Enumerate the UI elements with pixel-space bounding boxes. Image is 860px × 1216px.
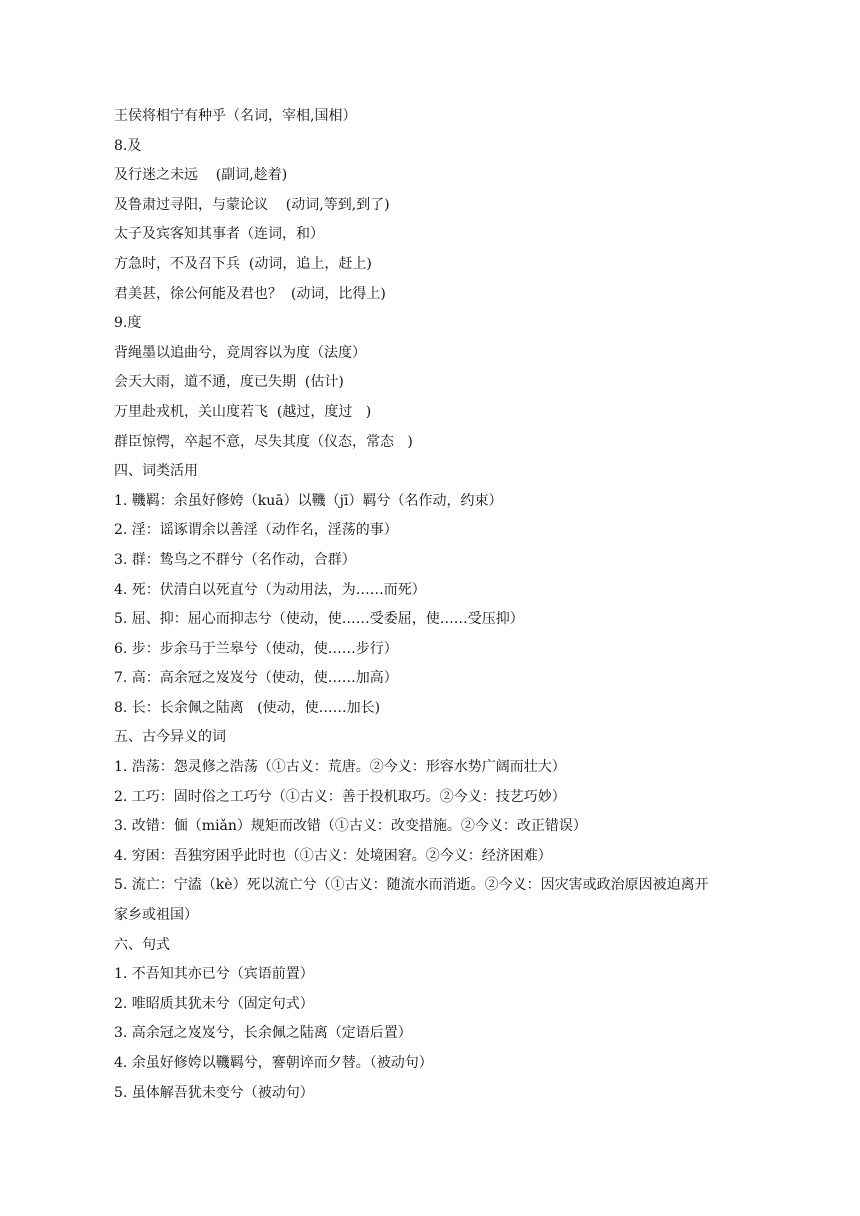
section-heading: 四、词类活用: [114, 463, 198, 480]
text-line: 太子及宾客知其事者（连词，和）: [114, 226, 324, 243]
section-heading: 五、古今异义的词: [114, 729, 226, 746]
text-line: 6. 步：步余马于兰皋兮（使动，使……步行）: [114, 640, 398, 657]
text-line: 7. 高：高余冠之岌岌兮（使动，使……加高）: [114, 670, 398, 687]
text-line-continuation: 家乡或祖国）: [114, 907, 198, 924]
text-line: 2. 工巧：固时俗之工巧兮（①古义：善于投机取巧。②今义：技艺巧妙）: [114, 788, 566, 805]
text-line: 8. 长：长余佩之陆离 (使动，使……加长): [114, 699, 381, 716]
text-line: 5. 屈、抑：屈心而抑志兮（使动，使……受委屈，使……受压抑）: [114, 611, 524, 628]
document-body: [114, 102, 770, 1108]
text-line: 君美甚，徐公何能及君也？ (动词，比得上): [114, 285, 386, 302]
text-line: 3. 改错：偭（miǎn）规矩而改错（①古义：改变措施。②今义：改正错误）: [114, 818, 587, 835]
text-line: 会天大雨，道不通，度已失期 (估计): [114, 374, 344, 391]
text-line: 3. 群：鸷鸟之不群兮（名作动，合群）: [114, 551, 356, 568]
text-line: 背绳墨以追曲兮，竞周容以为度（法度）: [114, 344, 366, 361]
text-line: 1. 鞿羁：余虽好修姱（kuā）以鞿（jī）羁兮（名作动，约束）: [114, 492, 503, 509]
section-heading: 8.及: [114, 137, 142, 154]
text-line: 1. 不吾知其亦已兮（宾语前置）: [114, 966, 314, 983]
text-line: 4. 余虽好修姱以鞿羁兮，謇朝谇而夕替。（被动句）: [114, 1055, 433, 1071]
text-line: 5. 虽体解吾犹未变兮（被动句）: [114, 1084, 314, 1101]
section-heading: 六、句式: [114, 936, 170, 953]
text-line: 2. 唯昭质其犹未兮（固定句式）: [114, 995, 314, 1012]
text-line: 4. 穷困：吾独穷困乎此时也（①古义：处境困窘。②今义：经济困难）: [114, 847, 552, 864]
text-line: 5. 流亡：宁溘（kè）死以流亡兮（①古义：随流水而消逝。②今义：因灾害或政治原因被迫离开: [114, 877, 709, 894]
text-line: 万里赴戎机，关山度若飞 (越过，度过 ): [114, 403, 372, 420]
text-line: 及行迷之未远 (副词,趁着): [114, 167, 288, 184]
text-line: 及鲁肃过寻阳，与蒙论议 (动词,等到,到了): [114, 196, 390, 213]
text-line: 4. 死：伏清白以死直兮（为动用法，为……而死）: [114, 581, 426, 598]
text-line: 方急时，不及召下兵 (动词，追上，赶上): [114, 255, 372, 272]
text-line: 王侯将相宁有种乎（名词，宰相,国相）: [114, 108, 357, 124]
text-line: 1. 浩荡：怨灵修之浩荡（①古义：荒唐。②今义：形容水势广阔而壮大）: [114, 759, 566, 776]
section-heading: 9.度: [114, 315, 142, 332]
text-line: 2. 淫：谣诼谓余以善淫（动作名，淫荡的事）: [114, 522, 398, 539]
text-line: 3. 高余冠之岌岌兮，长余佩之陆离（定语后置）: [114, 1025, 412, 1042]
text-line: 群臣惊愕，卒起不意，尽失其度（仪态，常态 ): [114, 433, 413, 450]
